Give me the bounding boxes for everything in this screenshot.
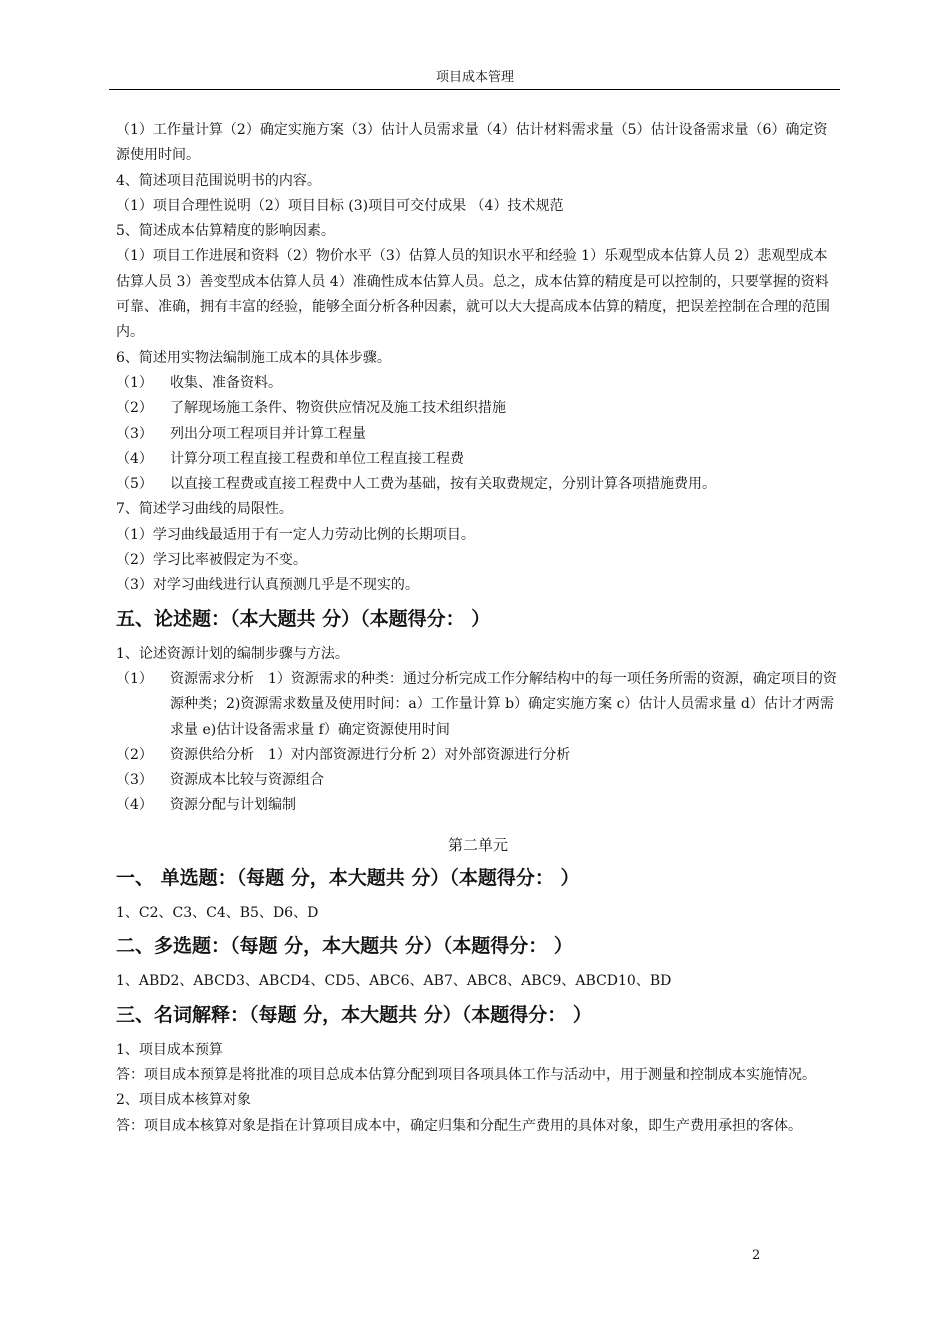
list-item bbox=[116, 371, 840, 396]
question-7: 7、简述学习曲线的局限性。 bbox=[116, 501, 293, 518]
item-text: 资源分配与计划编制 bbox=[170, 797, 296, 814]
answer-5: （1）项目工作进展和资料（2）物价水平（3）估算人员的知识水平和经验 1）乐观型成本估算人员 2）悲观型成本估算人员 3）善变型成本估算人员 4）准确性成本估算人员。总之，成本估算的精度是可以控制的，只要掌握的资料可靠、准确，拥有丰富的经验，能够全面分析各种因素，就可以大大提高成本估算的精度，把误差控制在合理的范围内。 bbox=[116, 248, 830, 341]
answer-line: （1）工作量计算（2）确定实施方案（3）估计人员需求量（4）估计材料需求量（5）估计设备需求量（6）确定资源使用时间。 bbox=[116, 122, 828, 164]
term-2: 2、项目成本核算对象 bbox=[116, 1092, 251, 1109]
single-choice-title: 一、 单选题：（每题 分，本大题共 分）（本题得分： ） bbox=[116, 867, 580, 890]
item-number: （5） bbox=[116, 476, 153, 493]
document-body bbox=[116, 118, 840, 1139]
item-number: （1） bbox=[116, 374, 153, 391]
unit-title: 第二单元 bbox=[447, 835, 508, 854]
list-item bbox=[116, 396, 840, 421]
item-text: 了解现场施工条件、物资供应情况及施工技术组织措施 bbox=[170, 400, 506, 417]
item-number: （4） bbox=[116, 797, 153, 814]
single-choice-answers: 1、C2、C3、C4、B5、D6、D bbox=[116, 905, 319, 922]
term-1: 1、项目成本预算 bbox=[116, 1041, 223, 1058]
answer-7-1: （1）学习曲线最适用于有一定人力劳动比例的长期项目。 bbox=[116, 526, 475, 543]
answer-7-2: （2）学习比率被假定为不变。 bbox=[116, 552, 307, 569]
list-item bbox=[116, 472, 840, 497]
item-number: （4） bbox=[116, 450, 153, 467]
page-header: 项目成本管理 bbox=[435, 70, 514, 85]
answer-7-3: （3）对学习曲线进行认真预测几乎是不现实的。 bbox=[116, 577, 419, 594]
item-number: （3） bbox=[116, 772, 153, 789]
question-4: 4、简述项目范围说明书的内容。 bbox=[116, 172, 321, 189]
list-item bbox=[116, 422, 840, 447]
section-5-title: 五、论述题：（本大题共 分）（本题得分： ） bbox=[116, 607, 491, 630]
item-text: 列出分项工程项目并计算工程量 bbox=[170, 425, 366, 442]
term-2-answer: 答：项目成本核算对象是指在计算项目成本中，确定归集和分配生产费用的具体对象，即生产费用承担的客体。 bbox=[116, 1117, 802, 1134]
question-6: 6、简述用实物法编制施工成本的具体步骤。 bbox=[116, 349, 391, 366]
item-text: 资源供给分析 1）对内部资源进行分析 2）对外部资源进行分析 bbox=[170, 746, 571, 763]
multi-choice-title: 二、多选题：（每题 分，本大题共 分）（本题得分： ） bbox=[116, 935, 573, 958]
item-number: （2） bbox=[116, 746, 153, 763]
item-number: （1） bbox=[116, 670, 153, 687]
item-text: 以直接工程费或直接工程费中人工费为基础，按有关取费规定，分别计算各项措施费用。 bbox=[170, 476, 716, 493]
answer-4: （1）项目合理性说明（2）项目目标 (3)项目可交付成果 （4）技术规范 bbox=[116, 197, 564, 214]
multi-choice-answers: 1、ABD2、ABCD3、ABCD4、CD5、ABC6、AB7、ABC8、ABC9、ABCD10、BD bbox=[116, 973, 672, 990]
list-item bbox=[116, 743, 840, 768]
item-text: 计算分项工程直接工程费和单位工程直接工程费 bbox=[170, 450, 464, 467]
item-number: （2） bbox=[116, 400, 153, 417]
header-rule bbox=[109, 89, 840, 90]
item-text: 收集、准备资料。 bbox=[170, 374, 282, 391]
question-5: 5、简述成本估算精度的影响因素。 bbox=[116, 223, 335, 240]
list-item bbox=[116, 667, 840, 743]
item-text: 资源成本比较与资源组合 bbox=[170, 772, 324, 789]
list-item bbox=[116, 768, 840, 793]
section-5-question: 1、论述资源计划的编制步骤与方法。 bbox=[116, 645, 349, 662]
item-number: （3） bbox=[116, 425, 153, 442]
list-item bbox=[116, 447, 840, 472]
page-number: 2 bbox=[752, 1248, 761, 1263]
term-1-answer: 答：项目成本预算是将批准的项目总成本估算分配到项目各项具体工作与活动中，用于测量和控制成本实施情况。 bbox=[116, 1066, 816, 1083]
list-item bbox=[116, 793, 840, 818]
item-text: 资源需求分析 1）资源需求的种类：通过分析完成工作分解结构中的每一项任务所需的资源，确定项目的资源种类；2)资源需求数量及使用时间：a）工作量计算 b）确定实施方案 c）估计人员需求量 d）估计才两需求量 e)估计设备需求量 f）确定资源使用时间 bbox=[170, 670, 837, 738]
term-explanation-title: 三、名词解释：（每题 分，本大题共 分）（本题得分： ） bbox=[116, 1003, 592, 1026]
